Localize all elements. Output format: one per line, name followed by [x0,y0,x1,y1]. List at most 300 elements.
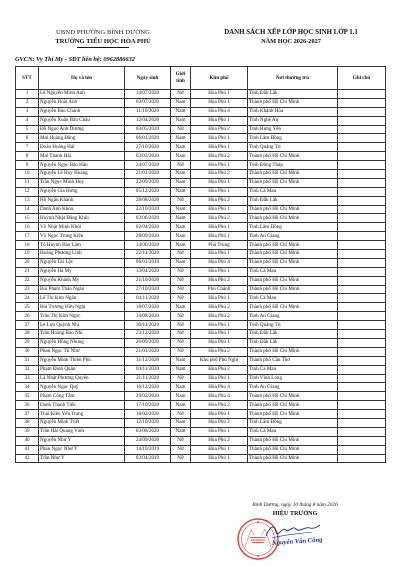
cell-home: Thành phố Hồ Chí Minh [248,347,338,356]
cell-dob: 06/01/2020 [125,134,171,143]
issuing-authority [18,28,188,48]
cell-note [338,107,386,116]
cell-note [338,294,386,303]
cell-note [338,134,386,143]
cell-dob: 21/01/2020 [125,347,171,356]
cell-name: Trần Hải Quang Vinh [39,427,125,436]
cell-sex: Nam [171,258,191,267]
cell-area: Hòa Phú 1 [191,250,248,259]
cell-dob: 27/10/2020 [125,143,171,152]
cell-stt: 23 [16,285,39,294]
cell-home: Thành phố Hồ Chí Minh [248,454,338,463]
cell-area: Hòa Phú 1 [191,98,248,107]
cell-note [338,303,386,312]
cell-stt: 6 [16,134,39,143]
table-row [16,134,386,143]
cell-name: Nguyễn Khánh My [39,276,125,285]
cell-note [338,312,386,321]
cell-area: Hòa Phú 1 [191,294,248,303]
table-row [16,356,386,365]
cell-dob: 14/06/2020 [125,241,171,250]
document-title: DANH SÁCH XẾP LỚP HỌC SINH LỚP 1.1 [224,29,358,36]
cell-home: Tỉnh Đắk Lắk [248,90,338,99]
table-row [16,445,386,454]
column-header-home: Nơi thường trú [248,67,338,90]
cell-sex: Nam [171,223,191,232]
cell-note [338,401,386,410]
cell-name: Đoàn Hoàng Hải [39,143,125,152]
table-row [16,418,386,427]
cell-name: Nguyễn Ngọc Quý [39,383,125,392]
cell-dob: 21/10/2020 [125,276,171,285]
cell-area: Hòa Phú 1 [191,427,248,436]
cell-area: Hòa Phú 1 [191,232,248,241]
cell-area: Hòa Phú 1 [191,267,248,276]
cell-sex: Nữ [171,294,191,303]
cell-sex: Nam [171,134,191,143]
cell-home: Tỉnh Cà Mau [248,427,338,436]
cell-note [338,347,386,356]
cell-dob: 13/04/2020 [125,267,171,276]
cell-note [338,392,386,401]
cell-note [338,205,386,214]
table-row [16,223,386,232]
cell-name: Hoàng Phương Linh [39,250,125,259]
principal-name: Nguyễn Văn Công [271,536,323,547]
document-heading [196,28,386,46]
cell-dob: 28/08/2020 [125,196,171,205]
cell-name: Mai Hoàng Đăng [39,134,125,143]
cell-area: Hòa Phú 2 [191,436,248,445]
cell-dob: 03/08/2020 [125,427,171,436]
cell-home: Thành phố Hồ Chí Minh [248,401,338,410]
cell-dob: 22/11/2020 [125,250,171,259]
school-name: TRƯỜNG TIỂU HỌC HÒA PHÚ [55,38,151,45]
cell-dob: 06/01/2019 [125,258,171,267]
table-row [16,143,386,152]
cell-area: Phú Chánh [191,285,248,294]
cell-area: Hòa Phú 1 [191,338,248,347]
cell-sex: Nam [171,107,191,116]
table-row [16,241,386,250]
cell-area: Hòa Phú 2 [191,196,248,205]
cell-dob: 05/12/2020 [125,187,171,196]
cell-note [338,321,386,330]
cell-stt: 20 [16,258,39,267]
cell-note [338,196,386,205]
cell-name: Nguyễn Như Ý [39,436,125,445]
cell-stt: 35 [16,392,39,401]
cell-stt: 3 [16,107,39,116]
cell-dob: 28/09/2020 [125,232,171,241]
column-header-stt: STT [16,67,39,90]
cell-sex: Nam [171,214,191,223]
cell-name: Phạm Công Tâm [39,392,125,401]
cell-home: Thành phố Hồ Chí Minh [248,392,338,401]
cell-home: Tỉnh Đắk Lắk [248,196,338,205]
cell-dob: 03/06/2020 [125,214,171,223]
cell-home: Tỉnh Quảng Trị [248,321,338,330]
cell-sex: Nữ [171,347,191,356]
roster-body [16,90,386,463]
table-row [16,125,386,134]
cell-name: Nguyễn Gia Hưng [39,187,125,196]
cell-note [338,116,386,125]
table-row [16,303,386,312]
cell-area: Hòa Phú 2 [191,312,248,321]
cell-area: Hòa Phú 1 [191,178,248,187]
cell-name: Thái Kiều Yến Trang [39,410,125,419]
cell-dob: 21/01/2020 [125,170,171,179]
cell-dob: 17/10/2020 [125,401,171,410]
cell-dob: 12/10/2020 [125,418,171,427]
cell-dob: 14/08/2020 [125,312,171,321]
table-row [16,170,386,179]
cell-name: Nguyễn Hồng Nhung [39,338,125,347]
table-row [16,383,386,392]
cell-home: Tỉnh An Giang [248,383,338,392]
cell-stt: 12 [16,187,39,196]
cell-sex: Nam [171,418,191,427]
cell-name: Danh Anh Khoa [39,205,125,214]
table-row [16,285,386,294]
cell-stt: 26 [16,312,39,321]
cell-sex: Nữ [171,454,191,463]
cell-stt: 42 [16,454,39,463]
table-row [16,98,386,107]
cell-area: Hòa Phú 4 [191,383,248,392]
cell-home: Tỉnh An Giang [248,312,338,321]
cell-name: Lã Nhật Phương Quyên [39,374,125,383]
cell-dob: 26/09/2020 [125,338,171,347]
table-row [16,205,386,214]
cell-area: Hòa Phú 2 [191,125,248,134]
cell-sex: Nam [171,392,191,401]
school-year: NĂM HỌC 2026-2027 [261,38,321,45]
cell-stt: 38 [16,418,39,427]
cell-note [338,161,386,170]
cell-area: Hòa Phú 1 [191,321,248,330]
table-row [16,152,386,161]
cell-area: Hòa Phú 1 [191,143,248,152]
cell-sex: Nam [171,427,191,436]
cell-sex: Nữ [171,90,191,99]
table-row [16,90,386,99]
table-row [16,178,386,187]
cell-name: Bùi Phạm Thảo Ngân [39,285,125,294]
cell-note [338,276,386,285]
table-row [16,214,386,223]
cell-area: Hòa Phú 1 [191,410,248,419]
cell-dob: 14/07/2020 [125,90,171,99]
cell-dob: 18/07/2020 [125,303,171,312]
cell-area: Hòa Phú 2 [191,418,248,427]
cell-area: Phú Trung [191,241,248,250]
cell-dob: 22/10/2020 [125,205,171,214]
column-header-area: Khu phố [191,67,248,90]
cell-sex: Nữ [171,330,191,339]
cell-note [338,223,386,232]
cell-home: Tỉnh Đắk Lắk [248,330,338,339]
cell-note [338,410,386,419]
cell-sex: Nữ [171,338,191,347]
column-header-name: Họ và tên [39,67,125,90]
cell-stt: 11 [16,178,39,187]
cell-area: Hòa Phú 1 [191,90,248,99]
cell-stt: 15 [16,214,39,223]
cell-dob: 31/12/2020 [125,356,171,365]
cell-sex: Nam [171,356,191,365]
cell-name: Trần Hoàng Bảo Nhi [39,330,125,339]
cell-sex: Nam [171,152,191,161]
cell-stt: 24 [16,294,39,303]
table-row [16,161,386,170]
cell-stt: 10 [16,170,39,179]
cell-home: Tỉnh Đồng Tháp [248,161,338,170]
cell-note [338,232,386,241]
cell-stt: 28 [16,330,39,339]
table-row [16,401,386,410]
cell-area: Hòa Phú 1 [191,134,248,143]
cell-note [338,374,386,383]
cell-home: Tỉnh Lâm Đồng [248,134,338,143]
cell-name: Nguyễn Bảo Chánh [39,107,125,116]
cell-home: Tỉnh Quảng Trị [248,143,338,152]
cell-home: Tỉnh Cà Mau [248,267,338,276]
cell-area: Hòa Phú 2 [191,303,248,312]
cell-name: Võ Nhật Minh Khôi [39,223,125,232]
cell-name: Danh Thanh Tiến [39,401,125,410]
cell-dob: 11/10/2020 [125,107,171,116]
cell-note [338,427,386,436]
cell-area: Hòa Phú 1 [191,161,248,170]
principal-title: HIỆU TRƯỞNG [272,510,318,517]
cell-area: Hòa Phú 1 [191,445,248,454]
cell-dob: 22/09/2020 [125,178,171,187]
cell-dob: 30/11/2020 [125,321,171,330]
table-row [16,232,386,241]
cell-dob: 04/11/2020 [125,365,171,374]
cell-stt: 33 [16,374,39,383]
cell-dob: 03/05/2020 [125,125,171,134]
cell-sex: Nữ [171,196,191,205]
cell-stt: 18 [16,241,39,250]
cell-sex: Nam [171,187,191,196]
table-row [16,392,386,401]
cell-area: Hòa Phú 1 [191,374,248,383]
cell-home: Tỉnh Cà Mau [248,365,338,374]
table-row [16,365,386,374]
cell-note [338,178,386,187]
cell-note [338,330,386,339]
cell-home: Thành phố Hồ Chí Minh [248,410,338,419]
cell-dob: 16/12/2020 [125,383,171,392]
cell-dob: 29/02/2020 [125,392,171,401]
cell-sex: Nữ [171,250,191,259]
cell-stt: 8 [16,152,39,161]
cell-stt: 29 [16,338,39,347]
table-row [16,116,386,125]
cell-name: Huỳnh Nhật Đăng Khôi [39,214,125,223]
cell-name: Phạm Đình Quân [39,365,125,374]
cell-sex: Nam [171,205,191,214]
cell-stt: 39 [16,427,39,436]
cell-stt: 31 [16,356,39,365]
cell-home: Thành phố Hồ Chí Minh [248,241,338,250]
cell-name: Mai Thanh Hải [39,152,125,161]
cell-note [338,445,386,454]
cell-dob: 24/09/2020 [125,436,171,445]
cell-note [338,90,386,99]
cell-home: Tỉnh Lâm Đồng [248,418,338,427]
cell-dob: 12/04/2020 [125,116,171,125]
cell-note [338,187,386,196]
cell-name: Đỗ Ngọc Anh Dương [39,125,125,134]
cell-dob: 27/10/2020 [125,285,171,294]
cell-note [338,250,386,259]
cell-stt: 2 [16,98,39,107]
table-row [16,196,386,205]
cell-home: Tỉnh Vĩnh Long [248,374,338,383]
cell-stt: 19 [16,250,39,259]
cell-sex: Nam [171,116,191,125]
table-row [16,258,386,267]
cell-name: Trần Ngọc Minh Huy [39,178,125,187]
cell-stt: 27 [16,321,39,330]
cell-dob: 23/12/2020 [125,330,171,339]
cell-name: Nguyễn Tài Lộc [39,258,125,267]
cell-sex: Nữ [171,321,191,330]
cell-sex: Nam [171,232,191,241]
cell-sex: Nam [171,365,191,374]
cell-sex: Nam [171,98,191,107]
cell-sex: Nam [171,143,191,152]
cell-sex: Nữ [171,312,191,321]
cell-area: Hòa Phú 1 [191,205,248,214]
cell-stt: 37 [16,410,39,419]
cell-area: Hòa Phú 1 [191,187,248,196]
cell-home: Tỉnh Đắk Lắk [248,338,338,347]
cell-stt: 41 [16,445,39,454]
cell-area: Hòa Phú 4 [191,107,248,116]
school-name-underline [77,47,129,48]
cell-note [338,365,386,374]
cell-sex: Nữ [171,276,191,285]
cell-note [338,152,386,161]
cell-sex: Nam [171,303,191,312]
cell-dob: 18/02/2020 [125,410,171,419]
cell-area: Hòa Phú 4 [191,258,248,267]
cell-dob: 03/03/2020 [125,152,171,161]
cell-name: Nguyễn Ngọc Bảo Hân [39,161,125,170]
cell-stt: 4 [16,116,39,125]
cell-note [338,383,386,392]
cell-dob: 03/04/2019 [125,454,171,463]
cell-sex: Nam [171,178,191,187]
cell-dob: 21/11/2020 [125,374,171,383]
cell-name: Phan Ngọc Như Ý [39,445,125,454]
cell-home: Thành phố Hồ Chí Minh [248,436,338,445]
cell-note [338,356,386,365]
cell-note [338,214,386,223]
cell-area: Khu phố Phú Nghị [191,356,248,365]
cell-note [338,241,386,250]
cell-note [338,170,386,179]
cell-note [338,338,386,347]
cell-sex: Nam [171,383,191,392]
homeroom-teacher-line: GVCN: Vy Thị My - SĐT liên hệ: 0962886632 [15,56,135,63]
cell-stt: 34 [16,383,39,392]
cell-home: Thành phố Hồ Chí Minh [248,98,338,107]
cell-home: Tỉnh Nghệ An [248,116,338,125]
table-row [16,250,386,259]
cell-stt: 7 [16,143,39,152]
cell-home: Tỉnh Khánh Hòa [248,107,338,116]
cell-home: Thành phố Hồ Chí Minh [248,250,338,259]
table-row [16,374,386,383]
cell-sex: Nữ [171,267,191,276]
cell-name: Lê Thị Kim Ngân [39,294,125,303]
cell-area: Hòa Phú 2 [191,152,248,161]
cell-area: Hòa Phú 4 [191,392,248,401]
cell-home: Thành phố Hồ Chí Minh [248,285,338,294]
cell-name: Phan Ngọc Tố Như [39,347,125,356]
table-row [16,276,386,285]
cell-name: Hồ Ngân Khánh [39,196,125,205]
table-row [16,312,386,321]
table-row [16,321,386,330]
cell-home: Thành phố Hồ Chí Minh [248,258,338,267]
cell-area: Hòa Phú 1 [191,223,248,232]
cell-area: Hòa Phú 2 [191,214,248,223]
cell-dob: 14/10/2019 [125,445,171,454]
cell-home: Thành phố Hồ Chí Minh [248,303,338,312]
cell-sex: Nữ [171,410,191,419]
cell-note [338,98,386,107]
cell-stt: 32 [16,365,39,374]
cell-stt: 22 [16,276,39,285]
student-roster-table [15,66,386,463]
table-row [16,436,386,445]
cell-sex: Nữ [171,125,191,134]
cell-sex: Nữ [171,161,191,170]
cell-note [338,454,386,463]
cell-home: Tỉnh Lâm Đồng [248,223,338,232]
cell-home: Thành phố Hồ Chí Minh [248,445,338,454]
table-header-row [16,67,386,90]
cell-home: Tỉnh An Giang [248,232,338,241]
cell-name: Trần Thị Kim Ngọc [39,312,125,321]
cell-dob: 03/07/2020 [125,98,171,107]
cell-stt: 30 [16,347,39,356]
cell-home: Thành phố Hồ Chí Minh [248,214,338,223]
table-row [16,454,386,463]
table-row [16,107,386,116]
cell-area: Hòa Phú 1 [191,330,248,339]
cell-stt: 21 [16,267,39,276]
table-row [16,347,386,356]
cell-area: Hòa Phú 2 [191,347,248,356]
cell-name: Nguyễn Minh Thiên Phú [39,356,125,365]
cell-note [338,418,386,427]
cell-area: Hòa Phú 2 [191,276,248,285]
department-name: UBND PHƯỜNG BÌNH DƯƠNG [56,29,150,36]
table-row [16,187,386,196]
cell-dob: 04/11/2020 [125,294,171,303]
cell-name: Nguyễn Hà My [39,267,125,276]
column-header-note: Ghi chú [338,67,386,90]
cell-area: Hòa Phú 2 [191,401,248,410]
